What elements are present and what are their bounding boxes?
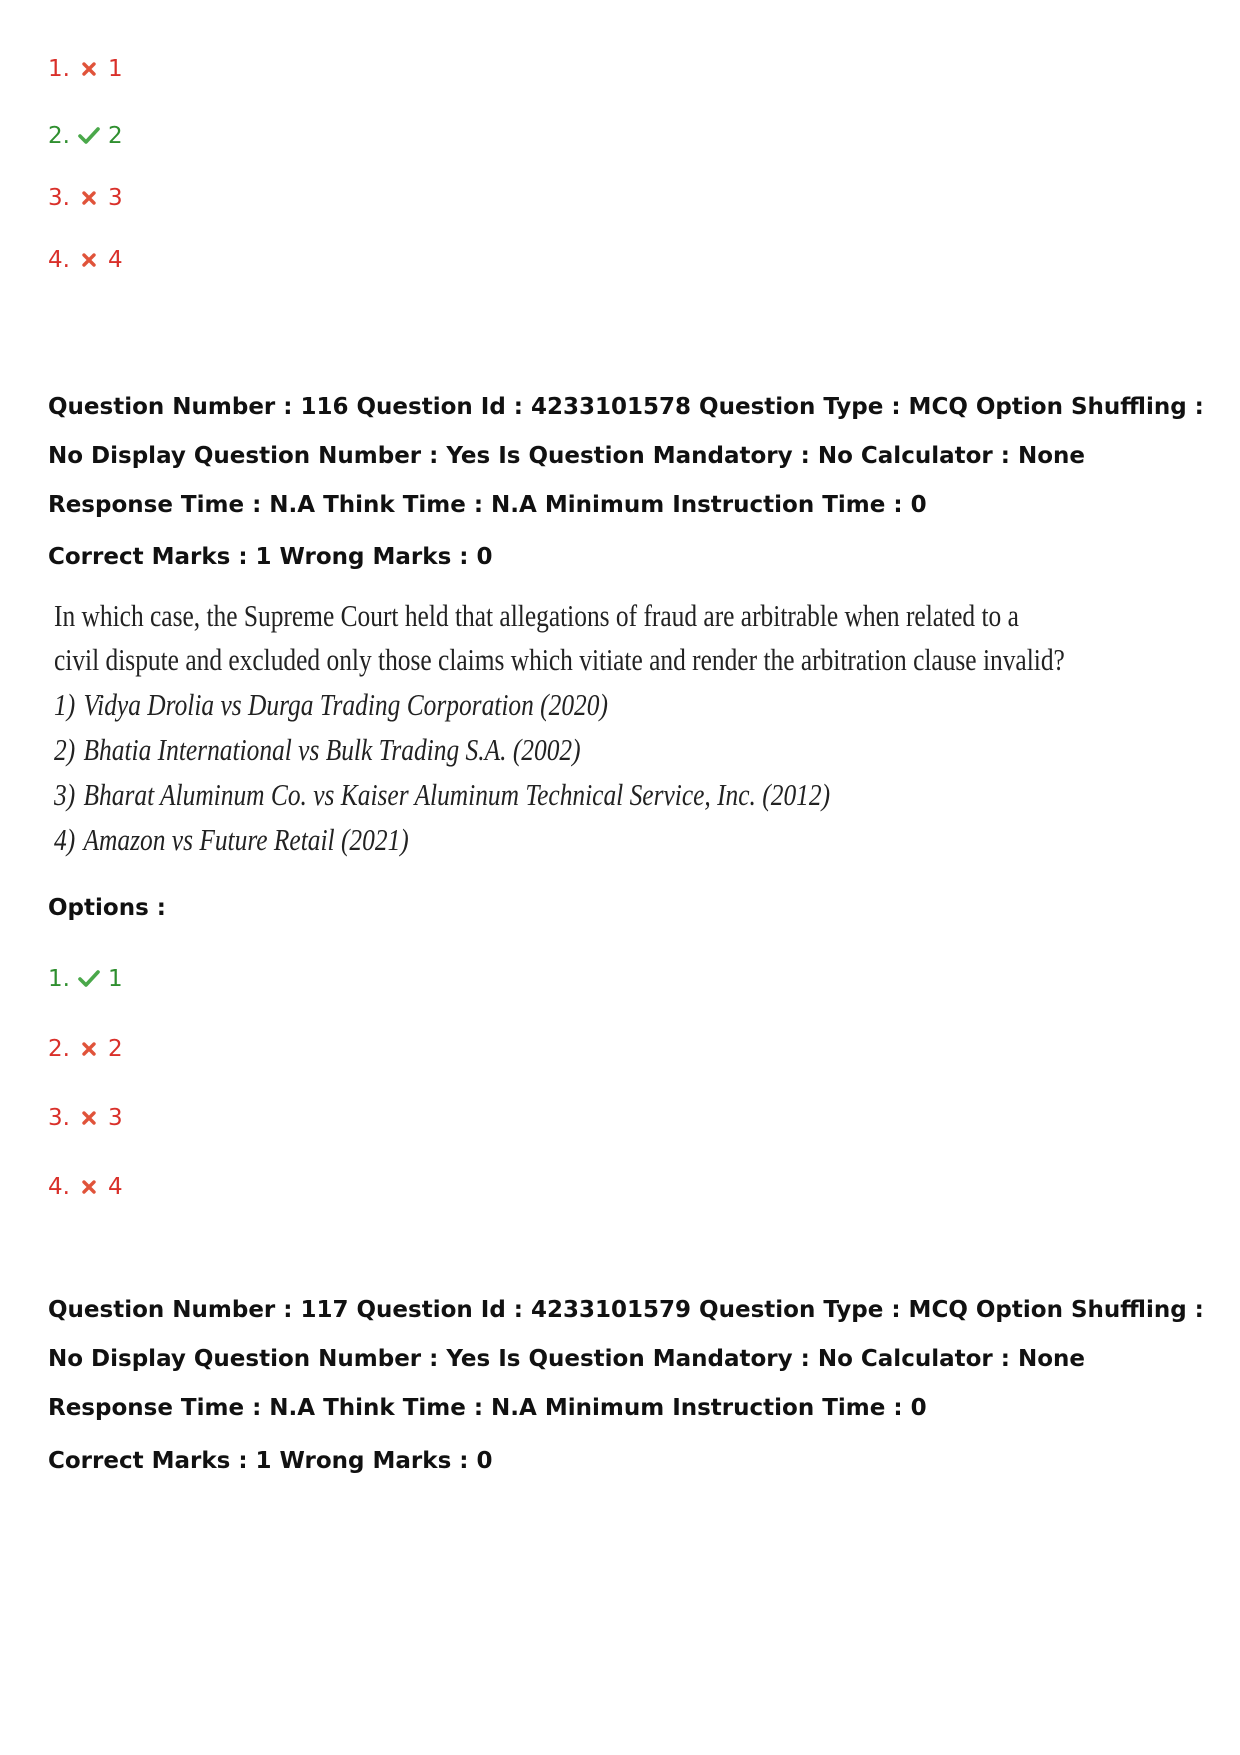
option-number: 4.: [48, 1174, 70, 1200]
option-text: 1: [107, 56, 123, 82]
cross-icon: [78, 187, 100, 209]
option-number: 1.: [48, 56, 70, 82]
question-choice-3: 3) Bharat Aluminum Co. vs Kaiser Aluminum Technical Service, Inc. (2012): [54, 777, 831, 812]
check-icon: [78, 968, 100, 990]
option-number: 4.: [48, 247, 70, 273]
cross-icon: [78, 1038, 100, 1060]
option-number: 1.: [48, 966, 70, 992]
question-117-marks: Correct Marks : 1 Wrong Marks : 0: [48, 1448, 493, 1474]
option-text: 1: [107, 966, 123, 992]
option-1: [48, 966, 123, 992]
prev-option-3: [48, 185, 123, 211]
question-stem-line-1: In which case, the Supreme Court held that allegations of fraud are arbitrable when related to a: [54, 598, 1019, 633]
cross-icon: [78, 249, 100, 271]
cross-icon: [78, 1107, 100, 1129]
option-number: 2.: [48, 1036, 70, 1062]
option-text: 2: [107, 1036, 123, 1062]
option-number: 2.: [48, 123, 70, 149]
question-choice-2: 2) Bhatia International vs Bulk Trading S.A. (2002): [54, 732, 581, 767]
option-number: 3.: [48, 1105, 70, 1131]
question-stem-line-2: civil dispute and excluded only those claims which vitiate and render the arbitration clause invalid?: [54, 642, 1065, 677]
prev-option-1: [48, 56, 123, 82]
cross-icon: [78, 58, 100, 80]
option-text: 3: [107, 185, 123, 211]
option-2: [48, 1036, 123, 1062]
option-text: 4: [107, 1174, 123, 1200]
question-116-image: [54, 594, 1065, 862]
question-117-metadata: Question Number : 117 Question Id : 4233101579 Question Type : MCQ Option Shuffling : No Display Question Number : Yes Is Question Mandatory : No Calculator : None Response Time : N.A Think Time : N.A Minimum Instruction Time : 0: [48, 1297, 1204, 1421]
question-choice-4: 4) Amazon vs Future Retail (2021): [54, 822, 409, 857]
option-text: 2: [107, 123, 123, 149]
option-text: 4: [107, 247, 123, 273]
check-icon: [78, 125, 100, 147]
cross-icon: [78, 1176, 100, 1198]
question-116-metadata: Question Number : 116 Question Id : 4233101578 Question Type : MCQ Option Shuffling : No Display Question Number : Yes Is Question Mandatory : No Calculator : None Response Time : N.A Think Time : N.A Minimum Instruction Time : 0: [48, 394, 1204, 518]
prev-option-4: [48, 247, 123, 273]
option-number: 3.: [48, 185, 70, 211]
options-label: Options :: [48, 895, 166, 921]
option-text: 3: [107, 1105, 123, 1131]
prev-option-2: [48, 123, 123, 149]
option-3: [48, 1105, 123, 1131]
option-4: [48, 1174, 123, 1200]
question-choice-1: 1) Vidya Drolia vs Durga Trading Corporation (2020): [54, 687, 608, 722]
question-116-marks: Correct Marks : 1 Wrong Marks : 0: [48, 544, 493, 570]
